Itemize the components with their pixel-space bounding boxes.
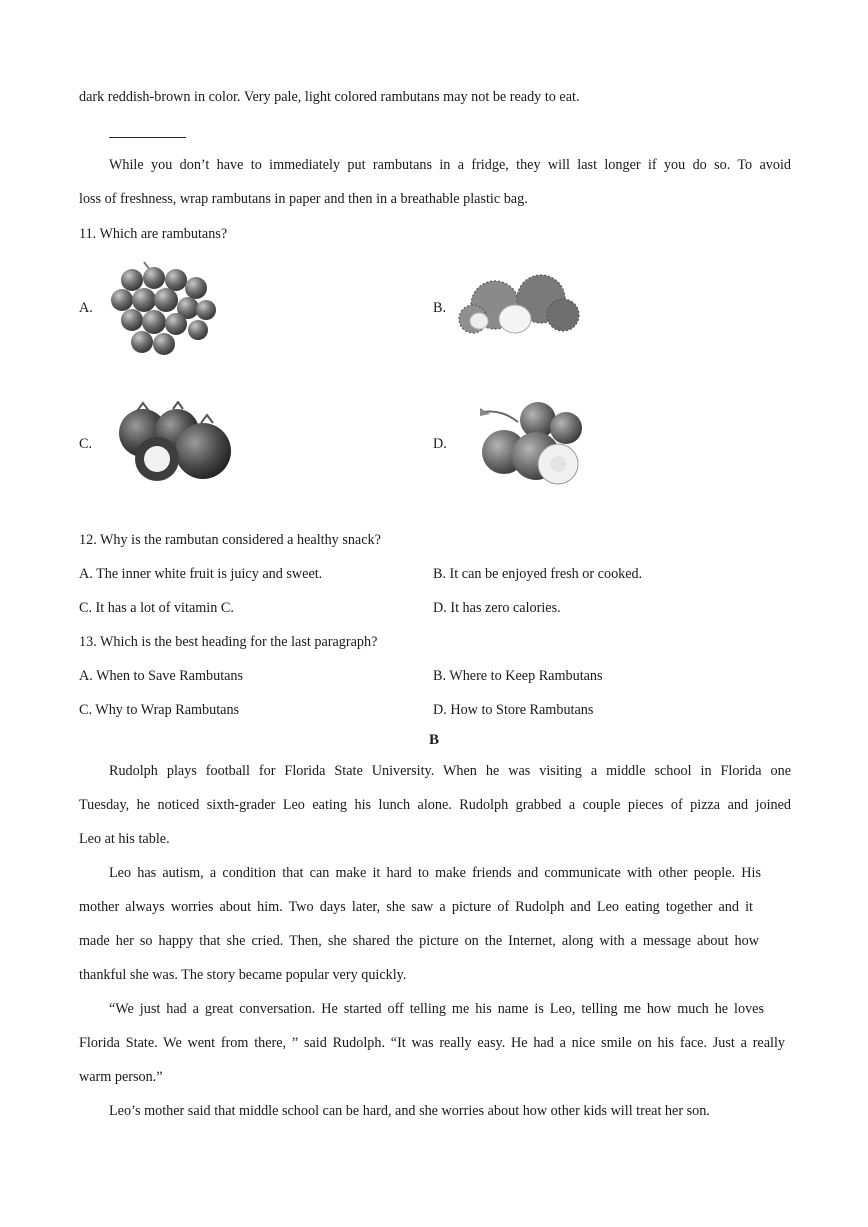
passage-line: Rudolph plays football for Florida State University. When he was visiting a middle school in Florida one bbox=[109, 763, 791, 779]
grapes-image bbox=[104, 258, 220, 360]
question-12: 12. Why is the rambutan considered a healthy snack? bbox=[79, 532, 381, 548]
passage-line: made her so happy that she cried. Then, she shared the picture on the Internet, along with a message about how bbox=[79, 933, 759, 949]
passage-line: Florida State. We went from there, ” said Rudolph. “It was really easy. He had a nice smile on his face. Just a really bbox=[79, 1035, 785, 1051]
passage-line: warm person.” bbox=[79, 1069, 163, 1085]
passage-line: While you don’t have to immediately put rambutans in a fridge, they will last longer if you do so. To avoid bbox=[109, 157, 791, 173]
option-a-label: A. bbox=[79, 300, 93, 316]
answer-blank bbox=[109, 137, 186, 138]
q13-option-b: B. Where to Keep Rambutans bbox=[433, 668, 603, 684]
passage-line: mother always worries about him. Two days later, she saw a picture of Rudolph and Leo eating together and it bbox=[79, 899, 753, 915]
passage-line: loss of freshness, wrap rambutans in paper and then in a breathable plastic bag. bbox=[79, 191, 528, 207]
q12-option-b: B. It can be enjoyed fresh or cooked. bbox=[433, 566, 643, 582]
rambutan-image bbox=[455, 267, 581, 347]
q13-option-d: D. How to Store Rambutans bbox=[433, 702, 594, 718]
lychee-image bbox=[474, 398, 590, 490]
q13-option-c: C. Why to Wrap Rambutans bbox=[79, 702, 240, 718]
passage-line: Leo at his table. bbox=[79, 831, 170, 847]
passage-line: thankful she was. The story became popular very quickly. bbox=[79, 967, 407, 983]
q12-option-c: C. It has a lot of vitamin C. bbox=[79, 600, 234, 616]
question-13: 13. Which is the best heading for the last paragraph? bbox=[79, 634, 378, 650]
mangosteen-image bbox=[107, 401, 233, 485]
option-c-label: C. bbox=[79, 436, 93, 452]
section-heading: B bbox=[428, 732, 439, 748]
q12-option-a: A. The inner white fruit is juicy and sweet. bbox=[79, 566, 323, 582]
option-d-label: D. bbox=[433, 436, 447, 452]
question-11: 11. Which are rambutans? bbox=[79, 226, 228, 242]
passage-line: dark reddish-brown in color. Very pale, light colored rambutans may not be ready to eat. bbox=[79, 89, 580, 105]
q12-option-d: D. It has zero calories. bbox=[433, 600, 561, 616]
q13-option-a: A. When to Save Rambutans bbox=[79, 668, 244, 684]
option-b-label: B. bbox=[433, 300, 447, 316]
passage-line: Leo’s mother said that middle school can be hard, and she worries about how other kids will treat her son. bbox=[109, 1103, 710, 1119]
passage-line: Leo has autism, a condition that can make it hard to make friends and communicate with other people. His bbox=[109, 865, 761, 881]
passage-line: Tuesday, he noticed sixth-grader Leo eating his lunch alone. Rudolph grabbed a couple pieces of pizza and joined bbox=[79, 797, 791, 813]
passage-line: “We just had a great conversation. He started off telling me his name is Leo, telling me how much he loves bbox=[109, 1001, 764, 1017]
